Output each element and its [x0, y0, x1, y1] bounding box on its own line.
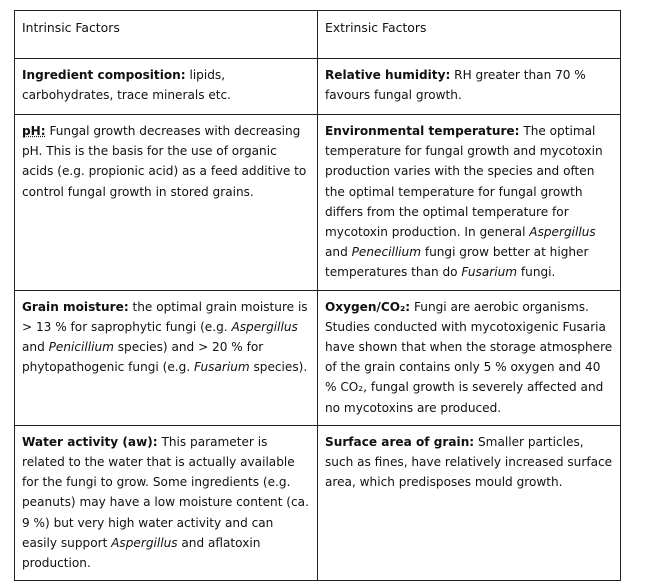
cell-label: Grain moisture:	[22, 299, 129, 314]
cell-text: Smaller particles, such as fines, have relatively increased surface area, which predisposes mould growth.	[325, 434, 613, 490]
cell-environmental-temperature	[318, 115, 621, 291]
genus-name: Fusarium	[194, 360, 250, 375]
table-row	[15, 425, 621, 580]
cell-text: Fungal growth decreases with decreasing pH. This is the basis for the use of organic acids (e.g. propionic acid) as a feed additive to control fungal growth in stored grains.	[22, 124, 307, 199]
cell-text: This parameter is related to the water that is actually available for the fungi to grow. Some ingredients (e.g. peanuts) may have a low moisture content (ca. 9 %) but very high water activity and can easily support	[22, 434, 309, 550]
cell-ingredient-composition	[15, 59, 318, 115]
cell-surface-area	[318, 425, 621, 580]
cell-text: and aflatoxin production.	[22, 535, 261, 571]
cell-text: the optimal grain moisture is > 13 % for saprophytic fungi (e.g.	[22, 299, 308, 334]
cell-text: and	[325, 245, 352, 260]
cell-label: Water activity (aᴡ):	[22, 434, 158, 449]
cell-text: Fungi are aerobic organisms. Studies conducted with mycotoxigenic Fusaria have shown that when the storage atmosphere of the grain contains only 5 % oxygen and 40 % CO₂, fungal growth is severely affected and no mycotoxins are produced.	[325, 299, 613, 415]
table-row	[15, 59, 621, 115]
cell-text: fungi.	[517, 265, 556, 280]
cell-label: Ingredient composition:	[22, 68, 186, 82]
cell-text: The optimal temperature for fungal growth and mycotoxin production varies with the species and often the optimal temperature for fungal growth differs from the optimal temperature for mycotoxin production. In general	[325, 124, 603, 240]
table-row	[15, 290, 621, 425]
cell-water-activity	[15, 425, 318, 580]
cell-label: pH:	[22, 124, 46, 138]
header-extrinsic: Extrinsic Factors	[318, 11, 621, 59]
cell-label: Surface area of grain:	[325, 434, 475, 449]
cell-oxygen-co2	[318, 290, 621, 425]
cell-relative-humidity	[318, 59, 621, 115]
cell-label: Environmental temperature:	[325, 124, 520, 138]
cell-text: lipids, carbohydrates, trace minerals etc.	[22, 68, 232, 103]
factors-table	[14, 10, 621, 581]
genus-name: Fusarium	[461, 265, 518, 280]
cell-text: and	[22, 340, 49, 355]
cell-label: Relative humidity:	[325, 68, 451, 82]
cell-text: fungi grow better at higher temperatures than do	[325, 245, 589, 280]
cell-label: Oxygen/CO₂:	[325, 299, 411, 314]
genus-name: Aspergillus	[231, 319, 298, 334]
genus-name: Aspergillus	[529, 225, 596, 240]
header-row	[15, 11, 621, 59]
table-row	[15, 115, 621, 291]
genus-name: Penicillium	[48, 340, 114, 355]
cell-text: species).	[249, 360, 308, 375]
cell-text: RH greater than 70 % favours fungal growth.	[325, 68, 586, 103]
cell-grain-moisture	[15, 290, 318, 425]
cell-text: species) and > 20 % for phytopathogenic fungi (e.g.	[22, 340, 264, 375]
genus-name: Aspergillus	[111, 535, 178, 550]
header-intrinsic: Intrinsic Factors	[15, 11, 318, 59]
cell-ph	[15, 115, 318, 291]
genus-name: Penecillium	[351, 245, 421, 260]
